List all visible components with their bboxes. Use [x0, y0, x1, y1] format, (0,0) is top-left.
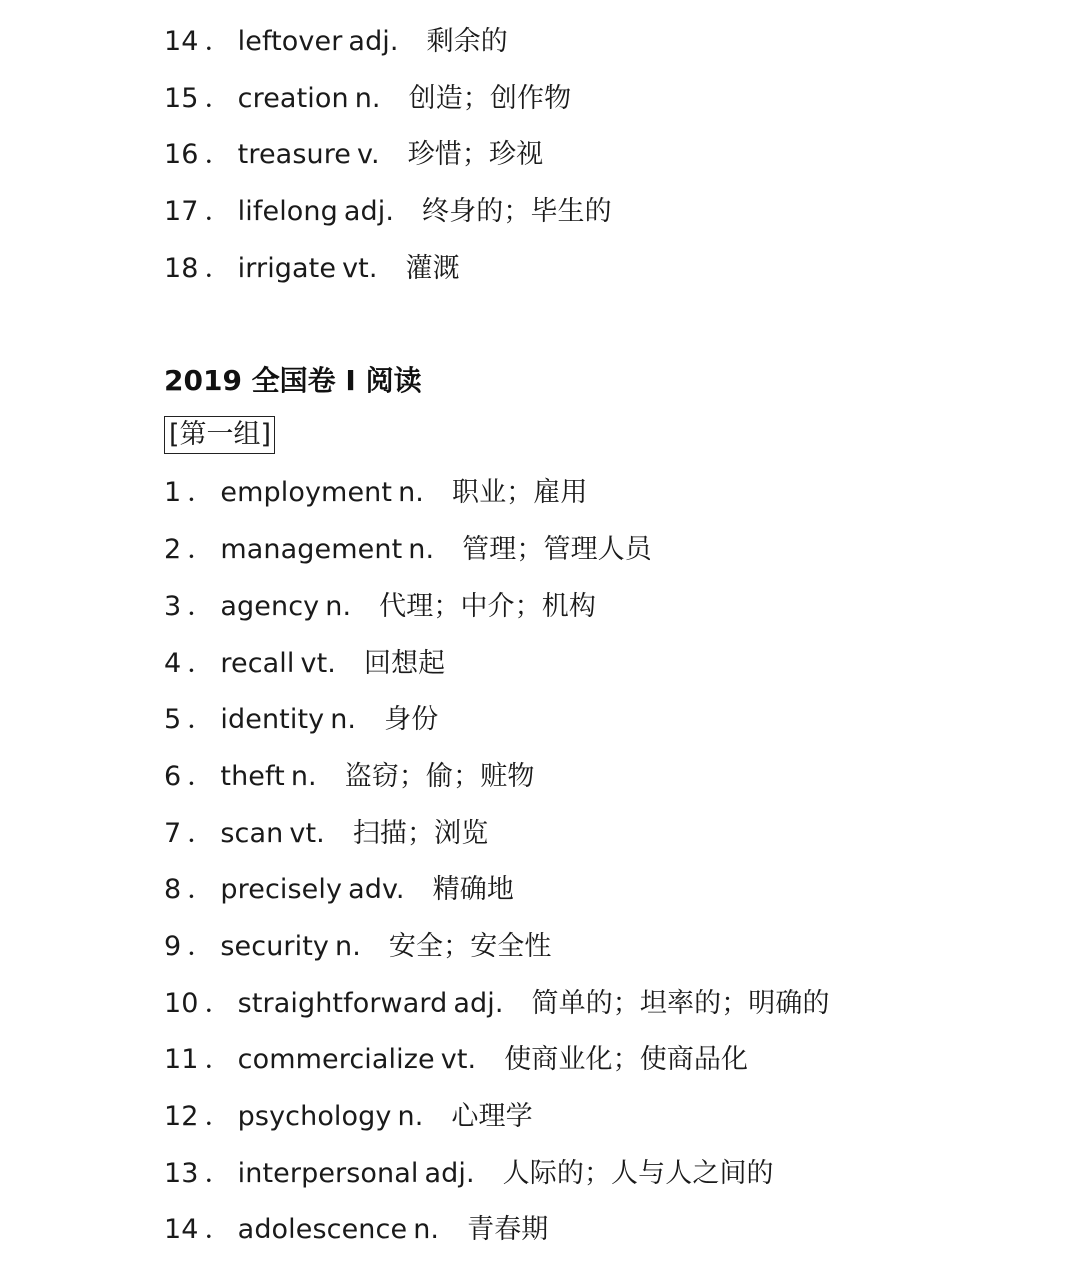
part-of-speech: n. [330, 704, 357, 736]
item-separator: ． [187, 930, 215, 962]
part-of-speech: n. [354, 82, 381, 114]
english-word: employment [220, 477, 393, 509]
item-number: 8 [164, 874, 182, 906]
group-label-row [164, 415, 1040, 471]
vocab-item [164, 755, 1040, 812]
item-number: 2 [164, 534, 182, 566]
vocab-item [164, 471, 1040, 528]
chinese-meaning: 管理；管理人员 [462, 534, 652, 566]
part-of-speech: adj. [348, 26, 399, 57]
english-word: precisely [220, 874, 343, 906]
item-separator: ． [187, 590, 215, 622]
group-label: [第一组] [164, 416, 275, 454]
vocab-item [164, 925, 1040, 982]
item-number: 12 [164, 1101, 199, 1132]
item-number: 7 [164, 817, 182, 849]
vocab-item [164, 20, 1040, 77]
part-of-speech: adv. [348, 874, 405, 906]
vocab-item [164, 1095, 1040, 1152]
item-separator: ． [187, 477, 215, 509]
part-of-speech: n. [335, 930, 361, 962]
english-word: management [220, 534, 403, 566]
item-number: 5 [164, 704, 182, 736]
part-of-speech: vt. [342, 252, 378, 284]
chinese-meaning: 青春期 [467, 1214, 549, 1246]
part-of-speech: adj. [453, 987, 504, 1019]
english-word: interpersonal [237, 1157, 419, 1189]
item-number: 13 [164, 1157, 199, 1189]
chinese-meaning: 扫描；浏览 [352, 817, 489, 849]
part-of-speech: vt. [440, 1044, 477, 1076]
part-of-speech: n. [398, 477, 424, 509]
item-separator: ． [187, 817, 215, 849]
vocab-item [164, 812, 1040, 869]
part-of-speech: n. [325, 590, 352, 622]
item-separator: ． [204, 1101, 232, 1132]
item-separator: ． [204, 1214, 232, 1246]
item-separator: ． [187, 874, 215, 906]
item-number: 15 [164, 82, 199, 114]
item-separator: ． [187, 760, 215, 792]
vocab-item [164, 698, 1040, 755]
english-word: commercialize [237, 1044, 435, 1076]
english-word: identity [220, 704, 325, 736]
chinese-meaning: 珍惜；珍视 [407, 139, 544, 171]
item-number: 10 [164, 987, 199, 1019]
item-number: 16 [164, 139, 199, 171]
english-word: lifelong [237, 196, 338, 228]
part-of-speech: adj. [343, 196, 395, 228]
vocab-item [164, 982, 1040, 1039]
vocab-list-group-one [164, 471, 1040, 1265]
item-separator: ． [204, 1044, 232, 1076]
item-separator: ． [204, 196, 232, 228]
part-of-speech: n. [413, 1214, 440, 1246]
item-separator: ． [187, 534, 215, 566]
chinese-meaning: 代理；中介；机构 [379, 590, 596, 622]
vocab-item [164, 1152, 1040, 1209]
vocab-list-previous [164, 20, 1040, 303]
item-separator: ． [204, 26, 232, 57]
item-number: 18 [164, 252, 199, 284]
english-word: security [220, 930, 329, 962]
chinese-meaning: 灌溉 [405, 252, 460, 284]
vocab-item [164, 190, 1040, 247]
chinese-meaning: 剩余的 [426, 26, 508, 57]
vocab-item [164, 1038, 1040, 1095]
part-of-speech: adj. [424, 1157, 475, 1189]
english-word: scan [220, 817, 284, 849]
section-spacer [164, 303, 1040, 359]
english-word: leftover [237, 26, 343, 57]
vocab-item [164, 77, 1040, 134]
english-word: theft [220, 760, 285, 792]
part-of-speech: n. [408, 534, 435, 566]
vocab-item [164, 585, 1040, 642]
english-word: adolescence [237, 1214, 408, 1246]
vocab-item [164, 133, 1040, 190]
chinese-meaning: 简单的；坦率的；明确的 [531, 987, 830, 1019]
item-separator: ． [204, 82, 232, 114]
chinese-meaning: 精确地 [432, 874, 514, 906]
english-word: agency [220, 590, 320, 622]
chinese-meaning: 创造；创作物 [408, 82, 572, 114]
vocabulary-page [164, 20, 1040, 1265]
item-number: 17 [164, 196, 199, 228]
section-title: 2019 全国卷 I 阅读 [164, 364, 422, 398]
item-number: 6 [164, 760, 182, 792]
vocab-item [164, 642, 1040, 699]
chinese-meaning: 安全；安全性 [388, 930, 552, 962]
english-word: recall [220, 647, 295, 679]
item-separator: ． [204, 987, 232, 1019]
item-separator: ． [187, 704, 215, 736]
english-word: psychology [237, 1101, 392, 1132]
english-word: creation [237, 82, 349, 114]
item-separator: ． [204, 252, 232, 284]
vocab-item [164, 868, 1040, 925]
vocab-item [164, 247, 1040, 304]
item-separator: ． [187, 647, 215, 679]
part-of-speech: vt. [289, 817, 325, 849]
item-separator: ． [204, 1157, 232, 1189]
chinese-meaning: 身份 [384, 704, 439, 736]
item-number: 9 [164, 930, 182, 962]
vocab-item [164, 1208, 1040, 1265]
item-separator: ． [204, 139, 232, 171]
chinese-meaning: 人际的；人与人之间的 [502, 1157, 774, 1189]
item-number: 11 [164, 1044, 199, 1076]
item-number: 14 [164, 1214, 199, 1246]
item-number: 14 [164, 26, 199, 57]
english-word: treasure [237, 139, 352, 171]
part-of-speech: n. [290, 760, 317, 792]
chinese-meaning: 职业；雇用 [451, 477, 588, 509]
chinese-meaning: 使商业化；使商品化 [504, 1044, 749, 1076]
item-number: 1 [164, 477, 182, 509]
vocab-item [164, 528, 1040, 585]
part-of-speech: vt. [300, 647, 336, 679]
chinese-meaning: 终身的；毕生的 [422, 196, 612, 228]
item-number: 3 [164, 590, 182, 622]
chinese-meaning: 盗窃；偷；赃物 [344, 760, 535, 792]
english-word: irrigate [237, 252, 337, 284]
item-number: 4 [164, 647, 182, 679]
english-word: straightforward [237, 987, 448, 1019]
chinese-meaning: 心理学 [451, 1101, 533, 1132]
part-of-speech: v. [357, 139, 380, 171]
chinese-meaning: 回想起 [363, 647, 446, 679]
part-of-speech: n. [397, 1101, 424, 1132]
